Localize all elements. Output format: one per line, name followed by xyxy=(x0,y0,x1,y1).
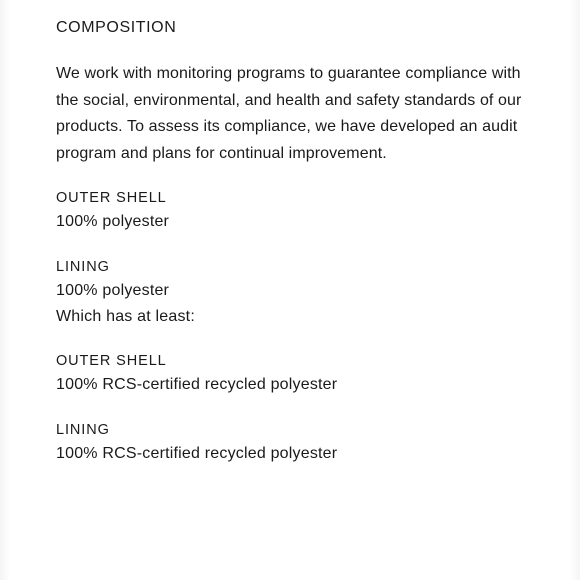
certified-lining xyxy=(56,419,536,467)
material-outer-shell xyxy=(56,187,536,235)
panel-edge-right xyxy=(570,0,580,580)
material-value: 100% RCS-certified recycled polyester xyxy=(56,445,338,462)
material-lining xyxy=(56,256,536,304)
certified-outer-shell xyxy=(56,350,536,398)
material-label: LINING xyxy=(56,259,110,275)
material-label: LINING xyxy=(56,422,110,438)
composition-content xyxy=(56,16,536,467)
material-value: 100% RCS-certified recycled polyester xyxy=(56,376,338,393)
certified-heading: Which has at least: xyxy=(56,308,195,325)
material-label: OUTER SHELL xyxy=(56,190,167,206)
material-label: OUTER SHELL xyxy=(56,353,167,369)
composition-intro: We work with monitoring programs to guarantee compliance with the social, environmental, and health and safety standards of our products. To assess its compliance, we have developed an audit program and plans for continual improvement. xyxy=(56,65,522,162)
material-value: 100% polyester xyxy=(56,213,170,230)
panel-edge-left xyxy=(0,0,10,580)
material-value: 100% polyester xyxy=(56,282,170,299)
composition-title: COMPOSITION xyxy=(56,19,177,36)
